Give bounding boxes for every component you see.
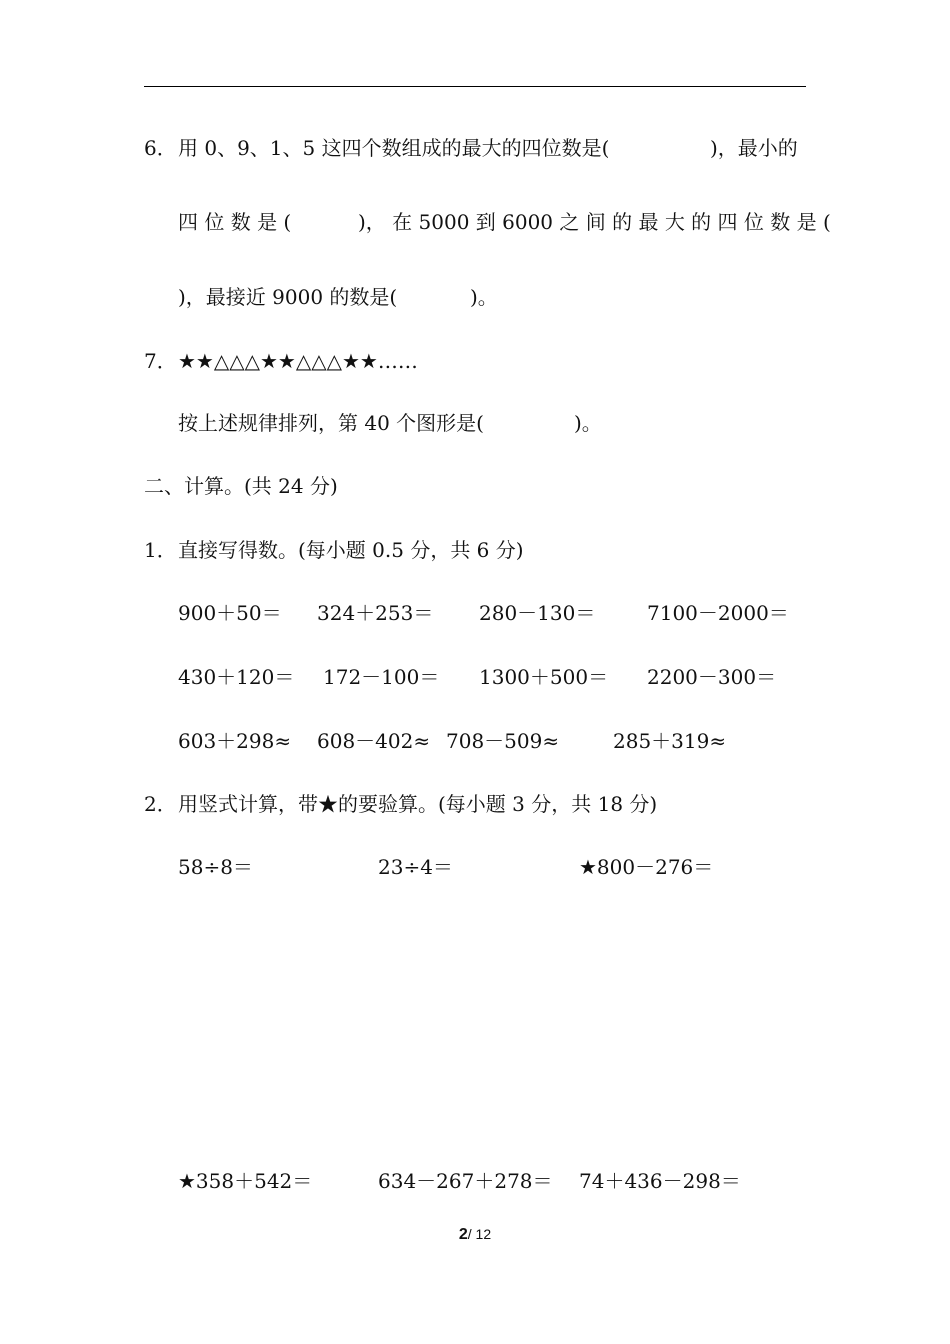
q7-number: 7． bbox=[144, 349, 177, 373]
page-number: 2 bbox=[458, 1226, 468, 1243]
q1-number: 1． bbox=[144, 538, 177, 562]
q2-number: 2． bbox=[144, 792, 177, 816]
q2-item: ★358＋542＝ bbox=[178, 1169, 313, 1193]
header-rule bbox=[144, 86, 806, 87]
q6-line1-text-end: )，最小的 bbox=[710, 136, 798, 160]
q7-pattern: ★★△△△★★△△△★★…… bbox=[178, 349, 418, 373]
q7-line2-text-end: )。 bbox=[574, 411, 602, 435]
q1-item: 7100－2000＝ bbox=[647, 601, 789, 625]
section2-title: 二、计算。(共 24 分) bbox=[144, 474, 338, 498]
q1-item: 608－402≈ bbox=[317, 729, 431, 753]
q2-item: 23÷4＝ bbox=[378, 855, 453, 879]
q6-line3-text-end: )。 bbox=[470, 285, 498, 309]
q1-title: 直接写得数。(每小题 0.5 分，共 6 分) bbox=[178, 538, 524, 562]
page-total: / 12 bbox=[467, 1226, 492, 1242]
q1-item: 280－130＝ bbox=[479, 601, 596, 625]
q6-number: 6． bbox=[144, 136, 177, 160]
q2-item: 58÷8＝ bbox=[178, 855, 253, 879]
q6-line2-text-end: )， 在 5000 到 6000 之 间 的 最 大 的 四 位 数 是 ( bbox=[358, 210, 831, 234]
q6-line1-text: 用 0、9、1、5 这四个数组成的最大的四位数是( bbox=[178, 136, 610, 160]
q6-line2-text: 四 位 数 是 ( bbox=[178, 210, 292, 234]
q1-item: 603＋298≈ bbox=[178, 729, 292, 753]
q2-item: ★800－276＝ bbox=[579, 855, 714, 879]
q1-item: 430＋120＝ bbox=[178, 665, 295, 689]
q6-line3-text: )，最接近 9000 的数是( bbox=[178, 285, 398, 309]
q1-item: 2200－300＝ bbox=[647, 665, 777, 689]
q1-item: 1300＋500＝ bbox=[479, 665, 609, 689]
q2-item: 634－267＋278＝ bbox=[378, 1169, 553, 1193]
q1-item: 285＋319≈ bbox=[613, 729, 727, 753]
q2-title: 用竖式计算，带★的要验算。(每小题 3 分，共 18 分) bbox=[178, 792, 658, 816]
page-footer bbox=[0, 1226, 950, 1244]
q1-item: 708－509≈ bbox=[446, 729, 560, 753]
q1-item: 900＋50＝ bbox=[178, 601, 282, 625]
q1-item: 172－100＝ bbox=[323, 665, 440, 689]
q7-line2-text: 按上述规律排列，第 40 个图形是( bbox=[178, 411, 484, 435]
q1-item: 324＋253＝ bbox=[317, 601, 434, 625]
q2-item: 74＋436－298＝ bbox=[579, 1169, 741, 1193]
